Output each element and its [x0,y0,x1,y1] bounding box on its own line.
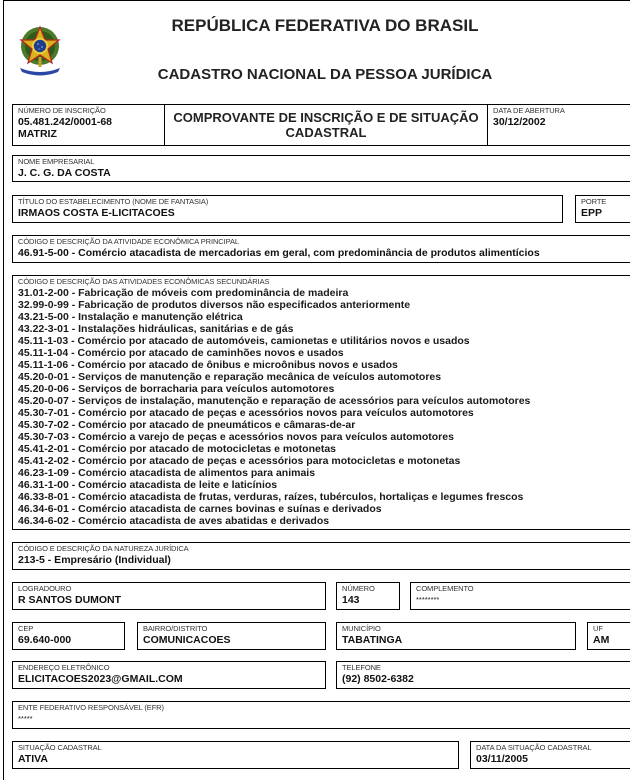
document-title-line2: CADASTRAL [285,125,367,140]
secondary-activities-label: CÓDIGO E DESCRIÇÃO DAS ATIVIDADES ECONÔMICAS SECUNDÁRIAS [18,277,270,286]
state-box [587,622,630,650]
secondary-activities-box [12,275,630,530]
secondary-activity-item: 45.20-0-01 - Serviços de manutenção e reparação mecânica de veículos automotores [18,371,442,383]
size-box [575,195,630,223]
secondary-activity-item: 45.41-2-01 - Comércio por atacado de motocicletas e motonetas [18,443,337,455]
registration-status-value: ATIVA [18,753,48,765]
responsible-entity-box [12,701,630,729]
main-activity-value: 46.91-5-00 - Comércio atacadista de mercadorias em geral, com predominância de produtos alimentícios [18,247,540,259]
zip-box [12,622,125,650]
secondary-activity-item: 45.11-1-06 - Comércio por atacado de ônibus e microônibus novos e usados [18,359,398,371]
establishment-type-value: MATRIZ [18,128,57,140]
secondary-activity-item: 43.21-5-00 - Instalação e manutenção elétrica [18,311,243,323]
secondary-activity-item: 46.31-1-00 - Comércio atacadista de leite e laticínios [18,479,278,491]
legal-nature-box [12,542,630,570]
district-box [137,622,326,650]
street-box [12,582,326,610]
secondary-activity-item: 46.23-1-09 - Comércio atacadista de alimentos para animais [18,467,316,479]
size-label: PORTE [581,197,607,206]
state-value: AM [593,634,610,646]
number-value: 143 [342,594,360,606]
state-label: UF [593,624,603,633]
registration-status-box [12,741,459,769]
secondary-activity-item: 46.34-6-01 - Comércio atacadista de carnes bovinas e suínas e derivados [18,503,382,515]
number-box [336,582,400,610]
street-label: LOGRADOURO [18,584,72,593]
secondary-activity-item: 45.11-1-04 - Comércio por atacado de caminhões novos e usados [18,347,344,359]
legal-nature-value: 213-5 - Empresário (Individual) [18,554,171,566]
main-activity-label: CÓDIGO E DESCRIÇÃO DA ATIVIDADE ECONÔMICA PRINCIPAL [18,237,239,246]
secondary-activity-item: 46.33-8-01 - Comércio atacadista de frutas, verduras, raízes, tubérculos, hortaliças e legumes frescos [18,491,524,503]
zip-label: CEP [18,624,34,633]
city-label: MUNICÍPIO [342,624,381,633]
city-value: TABATINGA [342,634,403,646]
secondary-activity-item: 32.99-0-99 - Fabricação de produtos diversos não especificados anteriormente [18,299,411,311]
size-value: EPP [581,207,603,219]
secondary-activity-item: 31.01-2-00 - Fabricação de móveis com predominância de madeira [18,287,349,299]
city-box [336,622,576,650]
secondary-activity-item: 45.30-7-03 - Comércio a varejo de peças e acessórios novos para veículos automotores [18,431,454,443]
complement-box [410,582,630,610]
district-value: COMUNICACOES [143,634,231,646]
trade-name-value: IRMAOS COSTA E-LICITACOES [18,207,175,219]
secondary-activity-item: 43.22-3-01 - Instalações hidráulicas, sanitárias e de gás [18,323,294,335]
opening-date-value: 30/12/2002 [493,116,546,128]
secondary-activity-item: 45.30-7-02 - Comércio por atacado de pneumáticos e câmaras-de-ar [18,419,356,431]
trade-name-box [12,195,563,223]
registration-status-label: SITUAÇÃO CADASTRAL [18,743,102,752]
status-date-label: DATA DA SITUAÇÃO CADASTRAL [476,743,592,752]
secondary-activity-item: 46.34-6-02 - Comércio atacadista de aves abatidas e derivados [18,515,330,527]
republic-title: REPÚBLICA FEDERATIVA DO BRASIL [171,16,479,35]
secondary-activity-item: 45.20-0-06 - Serviços de borracharia para veículos automotores [18,383,335,395]
legal-nature-label: CÓDIGO E DESCRIÇÃO DA NATUREZA JURÍDICA [18,544,189,553]
complement-label: COMPLEMENTO [416,584,474,593]
document-title [165,105,487,145]
divider [487,105,488,145]
email-value: ELICITACOES2023@GMAIL.COM [18,673,183,685]
phone-label: TELEFONE [342,663,381,672]
main-activity-box [12,235,630,263]
registration-number-label: NÚMERO DE INSCRIÇÃO [18,106,106,115]
street-value: R SANTOS DUMONT [18,594,122,606]
phone-value: (92) 8502-6382 [342,673,414,685]
status-date-box [470,741,630,769]
opening-date-label: DATA DE ABERTURA [493,106,565,115]
business-name-box [12,155,630,182]
number-label: NÚMERO [342,584,375,593]
cnpj-value: 05.481.242/0001-68 [18,116,113,128]
responsible-entity-value: ***** [18,714,33,723]
status-date-value: 03/11/2005 [476,753,528,765]
secondary-activity-item: 45.30-7-01 - Comércio por atacado de peças e acessórios novos para veículos automotores [18,407,474,419]
business-name-label: NOME EMPRESARIAL [18,157,95,166]
registration-header-box [12,104,630,146]
email-label: ENDEREÇO ELETRÔNICO [18,663,110,672]
secondary-activity-item: 45.41-2-02 - Comércio por atacado de peças e acessórios para motocicletas e motonetas [18,455,461,467]
phone-box [336,661,630,689]
email-box [12,661,326,689]
district-label: BAIRRO/DISTRITO [143,624,208,633]
responsible-entity-label: ENTE FEDERATIVO RESPONSÁVEL (EFR) [18,703,164,712]
zip-value: 69.640-000 [18,634,72,646]
complement-value: ******** [416,595,440,604]
trade-name-label: TÍTULO DO ESTABELECIMENTO (NOME DE FANTASIA) [18,197,209,206]
secondary-activities-list [18,287,530,527]
secondary-activity-item: 45.20-0-07 - Serviços de instalação, manutenção e reparação de acessórios para veículos automotores [18,395,531,407]
secondary-activity-item: 45.11-1-03 - Comércio por atacado de automóveis, camionetas e utilitários novos e usados [18,335,470,347]
cnpj-registry-title: CADASTRO NACIONAL DA PESSOA JURÍDICA [157,66,493,83]
document-title-line1: COMPROVANTE DE INSCRIÇÃO E DE SITUAÇÃO [173,110,479,125]
business-name-value: J. C. G. DA COSTA [18,167,111,179]
